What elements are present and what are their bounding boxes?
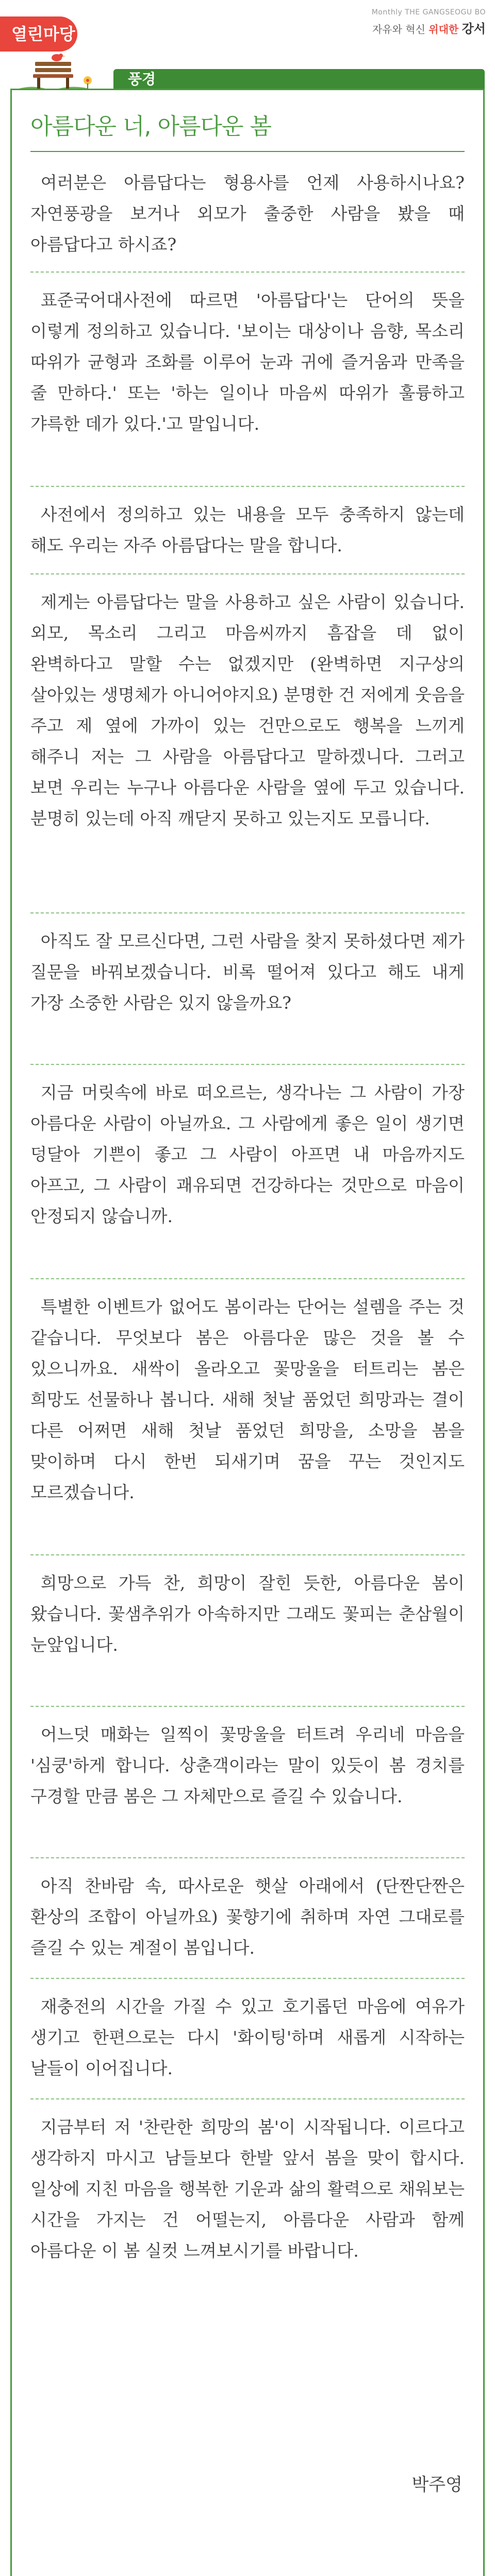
paragraph-divider bbox=[30, 486, 465, 487]
essay-paragraph: 특별한 이벤트가 없어도 봄이라는 단어는 설렘을 주는 것 같습니다. 무엇보다 봄은 아름다운 많은 것을 볼 수 있으니까요. 새싹이 올라오고 꽃망울을 터트리는 봄은 희망도 선물하나 봅니다. 새해 첫날 품었던 희망과는 결이 다른 어쩌면 새해 첫날 품었던 희망을, 소망을 봄을 맞이하며 다시 한번 되새기며 꿈을 꾸는 것인지도 모르겠습니다. bbox=[30, 1297, 465, 1502]
paragraph-divider bbox=[30, 912, 465, 913]
title-divider bbox=[30, 151, 465, 152]
paragraph-divider bbox=[30, 2098, 465, 2099]
slogan-prefix: 자유와 혁신 bbox=[372, 23, 425, 36]
column-tab-label: 풍경 bbox=[127, 71, 156, 88]
paragraph-divider bbox=[30, 272, 465, 273]
essay-paragraph: 표준국어대사전에 따르면 '아름답다'는 단어의 뜻을 이렇게 정의하고 있습니다. '보이는 대상이나 음향, 목소리 따위가 균형과 조화를 이루어 눈과 귀에 즐거움과 만족을 줄 만하다.' 또는 '하는 일이나 마음씨 따위가 훌륭하고 갸륵한 데가 있다.'고 말입니다. bbox=[30, 290, 465, 434]
paragraph-divider bbox=[30, 1554, 465, 1555]
paragraph-divider bbox=[30, 1278, 465, 1279]
author-name: 박주영 bbox=[411, 2475, 463, 2495]
magazine-title bbox=[372, 8, 486, 37]
section-label: 열린마당 bbox=[0, 16, 77, 52]
magazine-slogan bbox=[372, 19, 486, 37]
essay-title: 아름다운 너, 아름다운 봄 bbox=[30, 113, 271, 140]
paragraph-divider bbox=[30, 1978, 465, 1979]
magazine-title-en: Monthly THE GANGSEOGU BO bbox=[371, 8, 486, 16]
essay-paragraph: 재충전의 시간을 가질 수 있고 호기롭던 마음에 여유가 생기고 한편으로는 다시 '화이팅'하며 새롭게 시작하는 날들이 이어집니다. bbox=[30, 1996, 465, 2078]
essay-paragraph: 지금 머릿속에 바로 떠오르는, 생각나는 그 사람이 가장 아름다운 사람이 아닐까요. 그 사람에게 좋은 일이 생기면 덩달아 기쁜이 좋고 그 사람이 아프면 내 마음까지도 아프고, 그 사람이 괘유되면 건강하다는 것만으로 마음이 안정되지 않습니까. bbox=[30, 1082, 465, 1226]
slogan-accent: 위대한 bbox=[428, 23, 459, 36]
essay-paragraph: 아직도 잘 모르신다면, 그런 사람을 찾지 못하셨다면 제가 질문을 바꿔보겠습니다. 비록 떨어져 있다고 해도 내게 가장 소중한 사람은 있지 않을까요? bbox=[30, 931, 465, 1013]
essay-paragraph: 여러분은 아름답다는 형용사를 언제 사용하시나요? 자연풍광을 보거나 외모가 출중한 사람을 봤을 때 아름답다고 하시죠? bbox=[30, 173, 465, 255]
essay-column bbox=[10, 89, 485, 2576]
essay-paragraph: 희망으로 가득 찬, 희망이 잘힌 듯한, 아름다운 봄이 왔습니다. 꽃샘추위가 아속하지만 그래도 꽃피는 춘삼월이 눈앞입니다. bbox=[30, 1573, 465, 1655]
essay-paragraph: 어느덧 매화는 일찍이 꽃망울을 터트려 우리네 마음을 '심쿵'하게 합니다. 상춘객이라는 말이 있듯이 봄 경치를 구경할 만큼 봄은 그 자체만으로 즐길 수 있습니다. bbox=[30, 1724, 465, 1806]
paragraph-divider bbox=[30, 1064, 465, 1065]
slogan-brand: 강서 bbox=[461, 22, 486, 36]
essay-paragraph: 제게는 아름답다는 말을 사용하고 싶은 사람이 있습니다. 외모, 목소리 그리고 마음씨까지 흠잡을 데 없이 완벽하다고 말할 수는 없겠지만 (완벽하면 지구상의 살아있는 생명체가 아니어야지요) 분명한 건 저에게 웃음을 주고 제 옆에 가까이 있는 건만으로도 행복을 느끼게 해주니 저는 그 사람을 아름답다고 말하겠니다. 그러고 보면 우리는 누구나 아름다운 사람을 옆에 두고 있습니다. 분명히 있는데 아직 깨닫지 못하고 있는지도 모릅니다. bbox=[30, 592, 465, 828]
essay-paragraph: 지금부터 저 '찬란한 희망의 봄'이 시작됩니다. 이르다고 생각하지 마시고 남들보다 한발 앞서 봄을 맞이 합시다. 일상에 지친 마음을 행복한 기운과 삶의 활력으로 채워보는 시간을 가지는 건 어떨는지, 아름다운 사람과 함께 아름다운 이 봄 실컷 느껴보시기를 바랍니다. bbox=[30, 2117, 465, 2261]
paragraph-divider bbox=[30, 573, 465, 574]
paragraph-divider bbox=[30, 1706, 465, 1707]
paragraph-divider bbox=[30, 1857, 465, 1858]
bench-icon bbox=[10, 46, 113, 93]
essay-paragraph: 사전에서 정의하고 있는 내용을 모두 충족하지 않는데 해도 우리는 자주 아름답다는 말을 합니다. bbox=[30, 504, 465, 555]
essay-paragraph: 아직 찬바람 속, 따사로운 햇살 아래에서 (단짠단짠은 환상의 조합이 아닐까요) 꽃향기에 취하며 자연 그대로를 즐길 수 있는 계절이 봄입니다. bbox=[30, 1876, 465, 1958]
